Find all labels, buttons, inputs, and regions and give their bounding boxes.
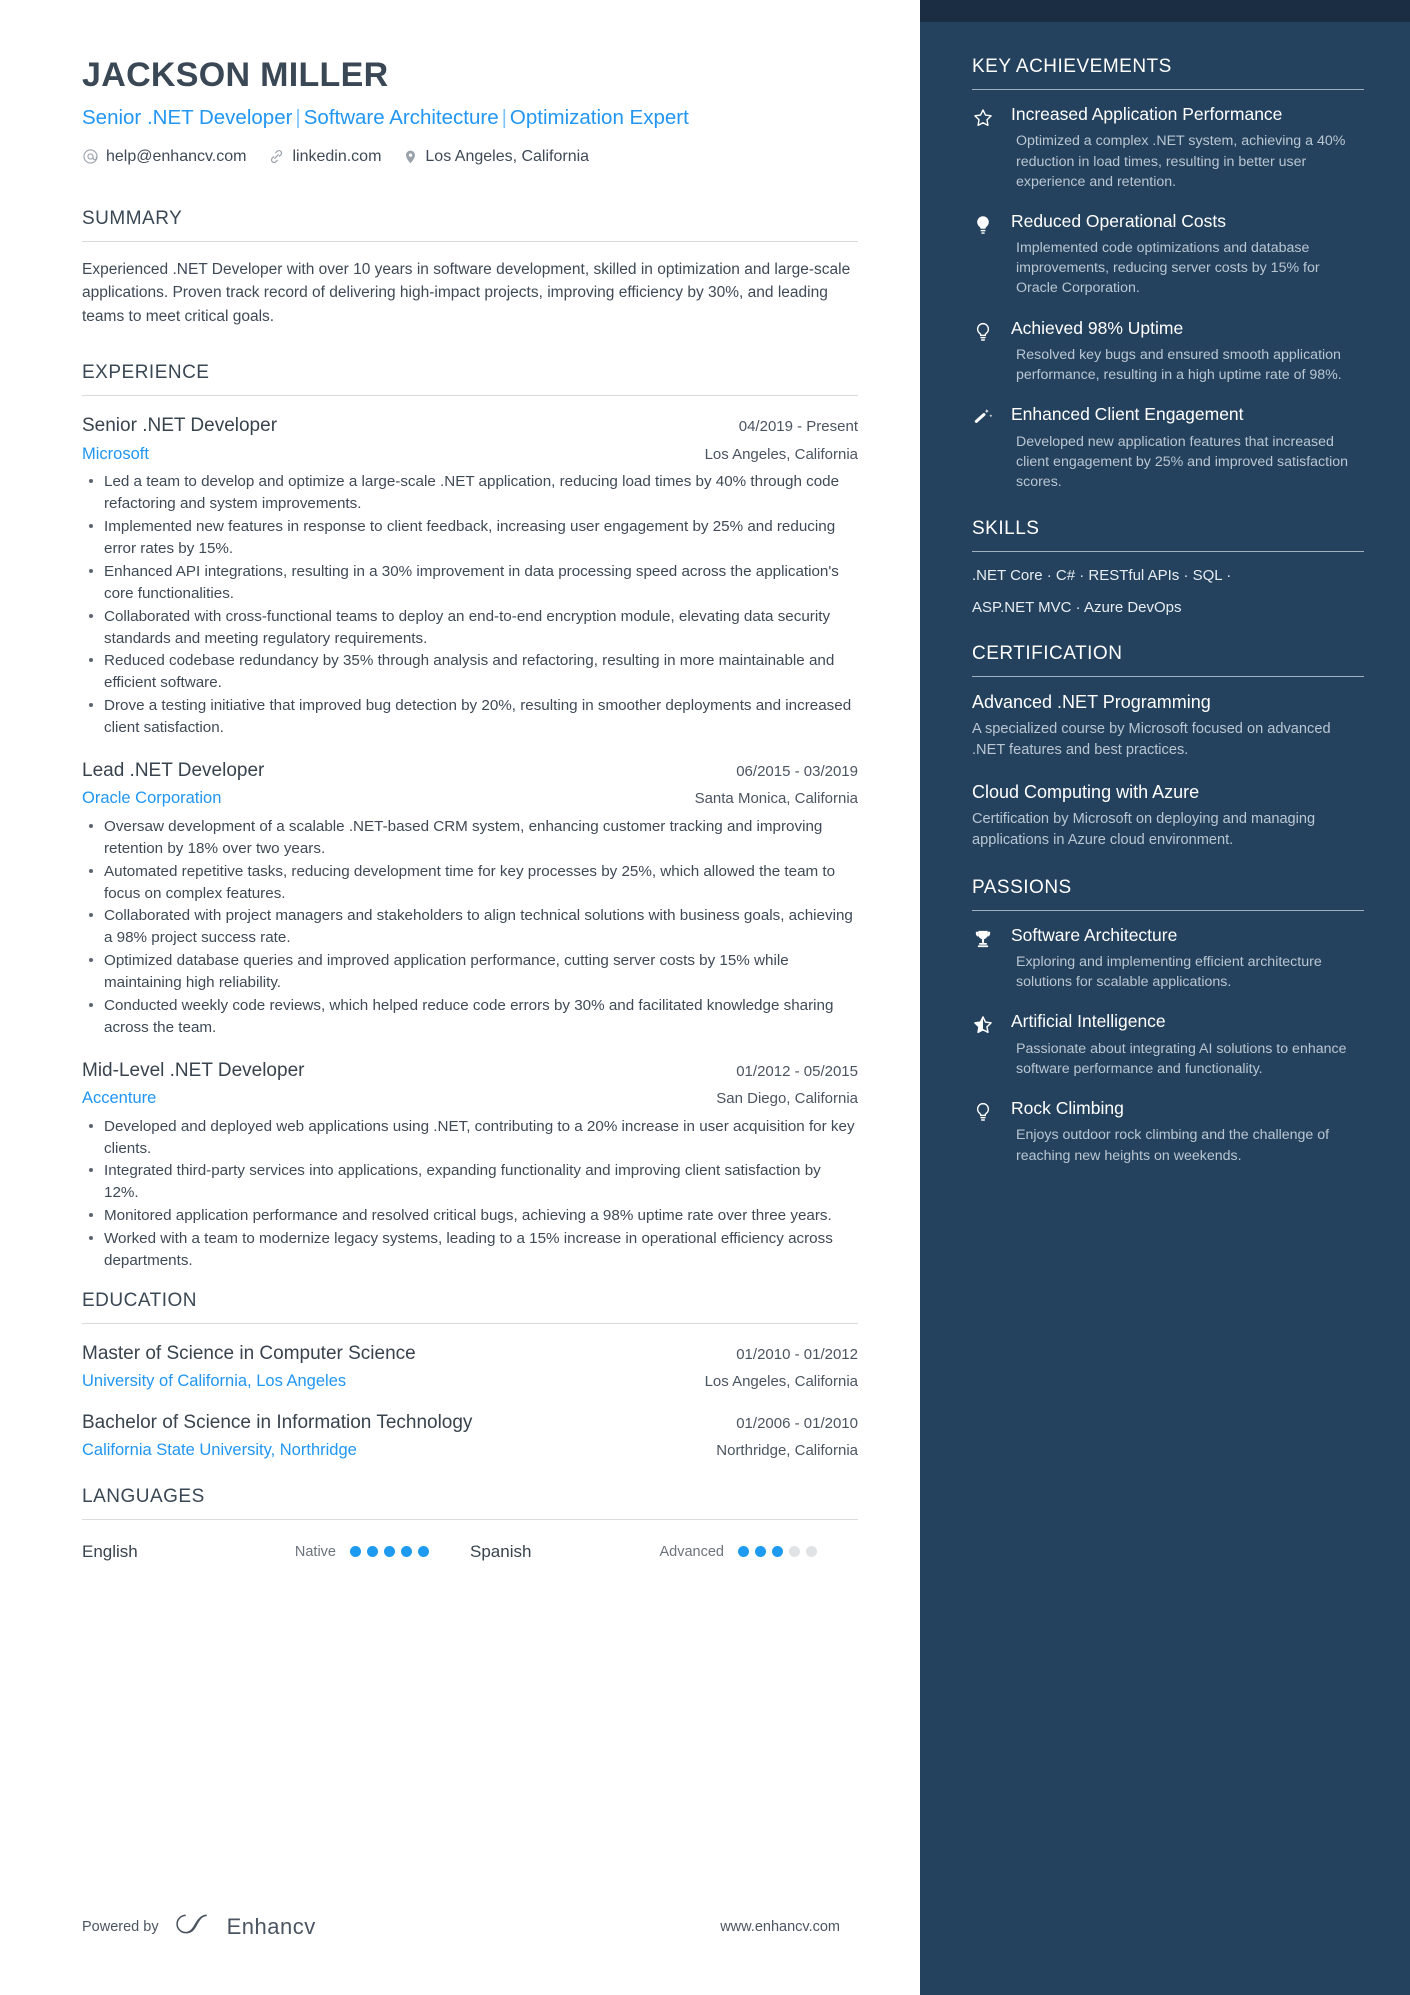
passion-desc: Enjoys outdoor rock climbing and the challenge of reaching new heights on weekends. (1016, 1127, 1330, 1164)
sidebar-top-band (920, 0, 1410, 22)
passion-item (972, 1098, 1364, 1166)
experience-role: Senior .NET Developer (82, 415, 278, 437)
experience-company[interactable]: Microsoft (82, 444, 149, 463)
lightbulb-outline-icon (972, 318, 998, 386)
certification-title: Cloud Computing with Azure (972, 781, 1200, 802)
rating-dot (401, 1546, 412, 1557)
bullet-item: Reduced codebase redundancy by 35% through analysis and refactoring, resulting in more maintainable and efficient software. (82, 650, 858, 694)
key-achievements-heading: KEY ACHIEVEMENTS (972, 56, 1172, 77)
passion-desc: Exploring and implementing efficient architecture solutions for scalable applications. (1016, 954, 1322, 991)
enhancv-logo-icon (173, 1910, 213, 1943)
experience-divider (82, 395, 858, 396)
trophy-icon (972, 925, 998, 993)
headline-part-1: Senior .NET Developer (82, 106, 293, 130)
achievement-body (1011, 404, 1364, 492)
passion-body (1011, 925, 1364, 993)
experience-entry-subheader (82, 1085, 858, 1111)
bullet-item: Developed and deployed web applications using .NET, contributing to a 20% increase in user acquisition for key clients. (82, 1116, 858, 1160)
achievement-item (972, 211, 1364, 299)
education-date: 01/2006 - 01/2010 (736, 1414, 858, 1432)
achievement-title: Reduced Operational Costs (1011, 210, 1226, 231)
education-heading: EDUCATION (82, 1289, 197, 1311)
headline-part-3: Optimization Expert (509, 106, 689, 130)
section-skills (972, 518, 1364, 617)
summary-divider (82, 241, 858, 242)
bullet-item: Drove a testing initiative that improved bug detection by 20%, resulting in smoother deployments and increased client satisfaction. (82, 695, 858, 739)
page-title: JACKSON MILLER (82, 56, 389, 94)
certification-item (972, 691, 1364, 761)
rating-dot (350, 1546, 361, 1557)
headline-part-2: Software Architecture (303, 106, 499, 130)
bullet-item: Enhanced API integrations, resulting in a 30% improvement in data processing speed across the application's core functionalities. (82, 561, 858, 605)
summary-heading: SUMMARY (82, 207, 183, 229)
at-icon (82, 148, 99, 165)
education-entry-header (82, 1340, 858, 1369)
section-languages (82, 1486, 858, 1562)
language-rating-dots (738, 1546, 858, 1557)
skills-line: .NET Core · C# · RESTful APIs · SQL · (972, 567, 1232, 585)
section-key-achievements (972, 56, 1364, 492)
passion-desc: Passionate about integrating AI solutions to enhance software performance and functionality. (1016, 1040, 1347, 1077)
achievement-item (972, 104, 1364, 192)
passions-divider (972, 910, 1364, 911)
achievement-body (1011, 318, 1364, 386)
sidebar (920, 0, 1410, 1995)
headline-separator-2: | (501, 106, 507, 130)
achievement-title: Achieved 98% Uptime (1011, 317, 1184, 338)
certification-item (972, 781, 1364, 851)
experience-role: Mid-Level .NET Developer (82, 1059, 305, 1081)
contact-location (403, 148, 589, 166)
passions-heading: PASSIONS (972, 876, 1072, 898)
experience-entry-header (82, 757, 858, 786)
education-entry-subheader (82, 1437, 858, 1463)
language-level: Native (294, 1543, 336, 1560)
achievement-body (1011, 104, 1364, 192)
education-degree: Bachelor of Science in Information Technology (82, 1411, 473, 1433)
magic-wand-icon (972, 404, 998, 492)
section-certification (972, 643, 1364, 851)
experience-entry-header (82, 1057, 858, 1086)
bullet-item: Implemented new features in response to client feedback, increasing user engagement by 25% and reducing error rates by 15%. (82, 516, 858, 560)
experience-company[interactable]: Accenture (82, 1089, 157, 1108)
achievement-desc: Resolved key bugs and ensured smooth application performance, resulting in a high uptime rate of 98%. (1016, 346, 1342, 384)
skills-line: ASP.NET MVC · Azure DevOps (972, 598, 1182, 616)
brand-name: Enhancv (226, 1913, 316, 1939)
bullet-item: Collaborated with cross-functional teams to deploy an end-to-end encryption module, elevating data security standards and meeting regulatory requirements. (82, 606, 858, 650)
experience-date: 04/2019 - Present (738, 418, 858, 436)
star-outline-icon (972, 104, 998, 192)
education-date: 01/2010 - 01/2012 (736, 1345, 858, 1363)
bullet-item: Automated repetitive tasks, reducing development time for key processes by 25%, which allowed the team to focus on complex features. (82, 861, 858, 905)
bullet-item: Oversaw development of a scalable .NET-based CRM system, enhancing customer tracking and improving retention by 18% over two years. (82, 816, 858, 860)
rating-dot (418, 1546, 429, 1557)
language-rating-dots (350, 1546, 470, 1557)
achievement-body (1011, 211, 1364, 299)
bullet-item: Collaborated with project managers and stakeholders to align technical solutions with business goals, achieving a 98% project success rate. (82, 905, 858, 949)
experience-bullets (82, 1116, 858, 1272)
passion-title: Software Architecture (1011, 924, 1178, 945)
language-name: English (82, 1541, 138, 1561)
experience-bullets (82, 816, 858, 1039)
section-education (82, 1290, 858, 1464)
contact-location-text: Los Angeles, California (425, 147, 590, 165)
experience-date: 06/2015 - 03/2019 (736, 762, 858, 780)
achievement-desc: Optimized a complex .NET system, achieving a 40% reduction in load times, resulting in better user experience and retention. (1016, 133, 1346, 190)
language-item (82, 1542, 470, 1562)
language-name: Spanish (470, 1541, 532, 1561)
bullet-item: Led a team to develop and optimize a large-scale .NET application, reducing load times by 40% through code refactoring and system improvements. (82, 471, 858, 515)
languages-heading: LANGUAGES (82, 1485, 205, 1507)
certification-desc: A specialized course by Microsoft focused on advanced .NET features and best practices. (972, 721, 1331, 759)
education-location: Northridge, California (716, 1442, 858, 1460)
experience-entry (82, 412, 858, 739)
key-achievements-divider (972, 89, 1364, 90)
experience-entry-subheader (82, 441, 858, 467)
certification-divider (972, 676, 1364, 677)
achievement-item (972, 318, 1364, 386)
experience-entry (82, 757, 858, 1039)
lightbulb-outline-icon (972, 1098, 998, 1166)
footer-url[interactable]: www.enhancv.com (720, 1918, 840, 1935)
rating-dot (789, 1546, 800, 1557)
bullet-item: Worked with a team to modernize legacy systems, leading to a 15% increase in operational efficiency across departments. (82, 1228, 858, 1272)
education-entry (82, 1409, 858, 1464)
professional-headline (82, 105, 858, 132)
location-pin-icon (403, 148, 418, 166)
experience-heading: EXPERIENCE (82, 362, 210, 384)
skills-divider (972, 551, 1364, 552)
certification-desc: Certification by Microsoft on deploying and managing applications in Azure cloud environment. (972, 811, 1316, 849)
contact-email-text: help@enhancv.com (106, 147, 247, 165)
contact-linkedin[interactable] (268, 148, 381, 166)
rating-dot (384, 1546, 395, 1557)
section-summary (82, 208, 858, 329)
summary-text: Experienced .NET Developer with over 10 years in software development, skilled in optimization and large-scale applications. Proven track record of delivering high-impact projects, improving efficiency by 30%, and leading teams to meet critical goals. (82, 260, 851, 325)
bullet-item: Conducted weekly code reviews, which helped reduce code errors by 30% and facilitated knowledge sharing across the team. (82, 995, 858, 1039)
passion-body (1011, 1098, 1364, 1166)
education-divider (82, 1323, 858, 1324)
achievement-item (972, 404, 1364, 492)
passion-title: Artificial Intelligence (1011, 1011, 1166, 1032)
powered-by-label: Powered by (82, 1918, 159, 1935)
rating-dot (755, 1546, 766, 1557)
passion-item (972, 925, 1364, 993)
bullet-item: Optimized database queries and improved application performance, cutting server costs by 15% while maintaining high reliability. (82, 950, 858, 994)
contact-linkedin-text: linkedin.com (292, 147, 382, 165)
rating-dot (772, 1546, 783, 1557)
achievement-desc: Implemented code optimizations and database improvements, reducing server costs by 15% for Oracle Corporation. (1016, 240, 1320, 297)
experience-entry-subheader (82, 785, 858, 811)
contact-list (82, 148, 858, 166)
bullet-item: Monitored application performance and resolved critical bugs, achieving a 98% uptime rate over three years. (82, 1205, 858, 1227)
languages-divider (82, 1519, 858, 1520)
experience-location: Santa Monica, California (694, 790, 858, 808)
experience-company[interactable]: Oracle Corporation (82, 789, 222, 808)
skills-heading: SKILLS (972, 518, 1040, 540)
education-entry-subheader (82, 1368, 858, 1394)
lightbulb-filled-icon (972, 211, 998, 299)
footer (82, 1910, 840, 1943)
rating-dot (806, 1546, 817, 1557)
languages-row (82, 1536, 858, 1562)
education-location: Los Angeles, California (704, 1373, 858, 1391)
education-school[interactable]: University of California, Los Angeles (82, 1372, 347, 1391)
language-level: Advanced (659, 1543, 724, 1560)
education-entry-header (82, 1409, 858, 1438)
achievement-desc: Developed new application features that increased client engagement by 25% and improved satisfaction scores. (1016, 433, 1349, 490)
powered-by (82, 1910, 316, 1943)
passion-item (972, 1011, 1364, 1079)
passion-title: Rock Climbing (1011, 1098, 1124, 1119)
headline-separator-1: | (295, 106, 301, 130)
experience-entry-header (82, 412, 858, 441)
passion-body (1011, 1011, 1364, 1079)
experience-date: 01/2012 - 05/2015 (736, 1062, 858, 1080)
half-star-icon (972, 1011, 998, 1079)
link-icon (268, 148, 285, 165)
certification-title: Advanced .NET Programming (972, 692, 1211, 713)
section-passions (972, 877, 1364, 1166)
achievement-title: Enhanced Client Engagement (1011, 404, 1244, 425)
contact-email[interactable] (82, 148, 246, 166)
certification-heading: CERTIFICATION (972, 643, 1123, 665)
experience-bullets (82, 471, 858, 739)
experience-location: San Diego, California (716, 1090, 858, 1108)
experience-role: Lead .NET Developer (82, 759, 265, 781)
experience-location: Los Angeles, California (704, 445, 858, 463)
education-school[interactable]: California State University, Northridge (82, 1441, 357, 1460)
rating-dot (738, 1546, 749, 1557)
education-entry (82, 1340, 858, 1395)
education-degree: Master of Science in Computer Science (82, 1342, 416, 1364)
section-experience (82, 362, 858, 1272)
achievement-title: Increased Application Performance (1011, 104, 1283, 124)
language-item (470, 1542, 858, 1562)
experience-entry (82, 1057, 858, 1272)
rating-dot (367, 1546, 378, 1557)
bullet-item: Integrated third-party services into applications, expanding functionality and improving client satisfaction by 12%. (82, 1160, 858, 1204)
